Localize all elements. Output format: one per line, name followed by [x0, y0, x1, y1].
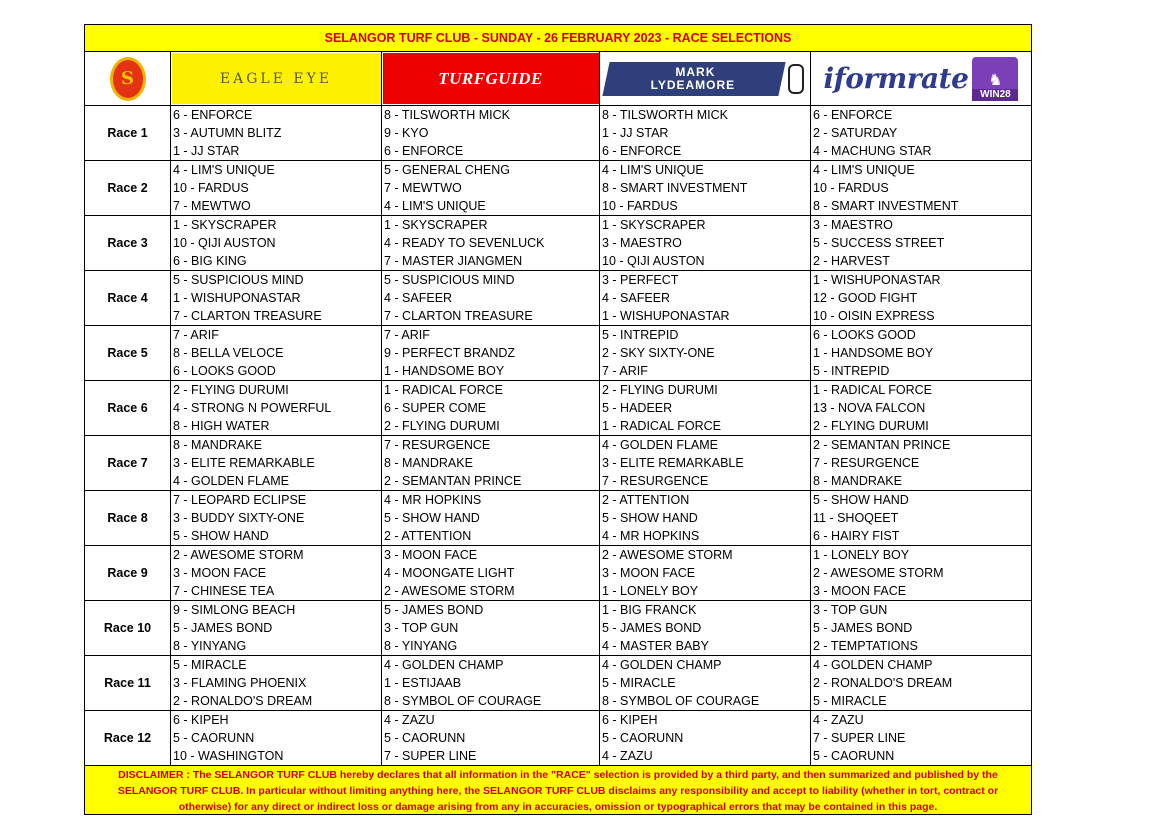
selection-pick: 2 - AWESOME STORM: [813, 566, 944, 580]
selection-pick: 5 - SUSPICIOUS MIND: [173, 273, 304, 287]
selection-pick: 1 - ESTIJAAB: [384, 676, 462, 690]
turfguide-selections: [382, 546, 600, 600]
selection-pick: 4 - MACHUNG STAR: [813, 144, 932, 158]
selection-pick: 6 - ENFORCE: [602, 144, 682, 158]
selection-pick: 4 - SAFEER: [384, 291, 453, 305]
selection-pick: 4 - LIM'S UNIQUE: [602, 163, 704, 177]
iformrate-selections: [811, 546, 1031, 600]
selection-pick: 2 - RONALDO'S DREAM: [813, 676, 953, 690]
selection-pick: 6 - LOOKS GOOD: [173, 364, 276, 378]
race-name: Race 8: [85, 491, 171, 545]
turfguide-selections: [382, 271, 600, 325]
selection-pick: 4 - LIM'S UNIQUE: [384, 199, 486, 213]
selection-pick: 8 - MANDRAKE: [384, 456, 473, 470]
selection-pick: 8 - TILSWORTH MICK: [384, 108, 510, 122]
selection-pick: 10 - FARDUS: [813, 181, 889, 195]
selection-pick: 6 - HAIRY FIST: [813, 529, 900, 543]
selection-pick: 3 - TOP GUN: [813, 603, 888, 617]
selection-pick: 6 - ENFORCE: [813, 108, 893, 122]
mark-logo-line1: MARK: [675, 64, 716, 79]
selection-pick: 4 - MR HOPKINS: [602, 529, 700, 543]
selection-pick: 3 - FLAMING PHOENIX: [173, 676, 307, 690]
selection-pick: 8 - TILSWORTH MICK: [602, 108, 728, 122]
selection-pick: 8 - SMART INVESTMENT: [602, 181, 748, 195]
selection-pick: 1 - LONELY BOY: [813, 548, 910, 562]
tipster-logo-row: [85, 52, 1031, 106]
race-name: Race 11: [85, 656, 171, 710]
selection-pick: 5 - MIRACLE: [602, 676, 676, 690]
selection-pick: 1 - RADICAL FORCE: [813, 383, 933, 397]
selection-pick: 5 - CAORUNN: [813, 749, 895, 763]
selection-pick: 5 - SHOW HAND: [384, 511, 480, 525]
selection-pick: 10 - QIJI AUSTON: [602, 254, 705, 268]
selection-pick: 2 - FLYING DURUMI: [602, 383, 718, 397]
selection-pick: 9 - KYO: [384, 126, 429, 140]
selection-pick: 1 - JJ STAR: [173, 144, 240, 158]
selection-pick: 7 - RESURGENCE: [384, 438, 491, 452]
iformrate-logo-text: iformrate: [823, 62, 969, 95]
selection-pick: 5 - GENERAL CHENG: [384, 163, 510, 177]
selection-pick: 3 - PERFECT: [602, 273, 679, 287]
selection-pick: 3 - AUTUMN BLITZ: [173, 126, 282, 140]
selection-pick: 2 - SEMANTAN PRINCE: [384, 474, 522, 488]
selection-pick: 8 - SYMBOL OF COURAGE: [384, 694, 542, 708]
turfguide-selections: [382, 656, 600, 710]
turfguide-selections: [382, 326, 600, 380]
selection-pick: 5 - SHOW HAND: [813, 493, 909, 507]
selection-pick: 7 - RESURGENCE: [813, 456, 920, 470]
selection-pick: 9 - SIMLONG BEACH: [173, 603, 296, 617]
turfguide-selections: [382, 161, 600, 215]
selection-pick: 4 - ZAZU: [813, 713, 864, 727]
selection-pick: 5 - INTREPID: [602, 328, 679, 342]
selection-pick: 1 - SKYSCRAPER: [384, 218, 488, 232]
selection-pick: 3 - MOON FACE: [384, 548, 478, 562]
race-name: Race 4: [85, 271, 171, 325]
selection-pick: 8 - SMART INVESTMENT: [813, 199, 959, 213]
selection-pick: 2 - SEMANTAN PRINCE: [813, 438, 951, 452]
mark-lydeamore-selections: [600, 436, 811, 490]
selection-pick: 1 - HANDSOME BOY: [384, 364, 505, 378]
selection-pick: 6 - SUPER COME: [384, 401, 487, 415]
selection-pick: 1 - JJ STAR: [602, 126, 669, 140]
selection-pick: 2 - FLYING DURUMI: [384, 419, 500, 433]
selection-pick: 1 - LONELY BOY: [602, 584, 699, 598]
mark-lydeamore-selections: [600, 271, 811, 325]
selection-pick: 2 - AWESOME STORM: [384, 584, 515, 598]
eagle-eye-selections: [171, 546, 382, 600]
selection-pick: 13 - NOVA FALCON: [813, 401, 926, 415]
iformrate-selections: [811, 711, 1031, 765]
mark-lydeamore-selections: [600, 161, 811, 215]
iformrate-selections: [811, 491, 1031, 545]
selection-pick: 7 - MEWTWO: [384, 181, 462, 195]
eagle-eye-selections: [171, 271, 382, 325]
turfguide-logo-text: TURFGUIDE: [438, 68, 543, 88]
selection-pick: 2 - FLYING DURUMI: [173, 383, 289, 397]
selection-pick: 8 - MANDRAKE: [173, 438, 262, 452]
selection-pick: 5 - SHOW HAND: [173, 529, 269, 543]
selection-pick: 4 - READY TO SEVENLUCK: [384, 236, 545, 250]
selection-pick: 4 - GOLDEN FLAME: [173, 474, 289, 488]
iformrate-selections: [811, 271, 1031, 325]
selection-pick: 4 - GOLDEN CHAMP: [602, 658, 722, 672]
selection-pick: 10 - OISIN EXPRESS: [813, 309, 935, 323]
turfguide-selections: [382, 106, 600, 160]
selection-pick: 1 - BIG FRANCK: [602, 603, 697, 617]
selection-pick: 8 - BELLA VELOCE: [173, 346, 284, 360]
selection-pick: 7 - CHINESE TEA: [173, 584, 275, 598]
selection-pick: 4 - MOONGATE LIGHT: [384, 566, 515, 580]
selection-pick: 7 - ARIF: [384, 328, 430, 342]
selection-pick: 5 - CAORUNN: [602, 731, 684, 745]
selection-pick: 5 - JAMES BOND: [813, 621, 913, 635]
selection-pick: 9 - PERFECT BRANDZ: [384, 346, 516, 360]
race-row: [85, 546, 1031, 601]
selection-pick: 1 - HANDSOME BOY: [813, 346, 934, 360]
selection-pick: 3 - ELITE REMARKABLE: [173, 456, 315, 470]
race-row: [85, 656, 1031, 711]
selection-pick: 5 - INTREPID: [813, 364, 890, 378]
iformrate-selections: [811, 106, 1031, 160]
mark-logo-line2: LYDEAMORE: [650, 77, 735, 92]
turfguide-selections: [382, 381, 600, 435]
selection-pick: 1 - RADICAL FORCE: [602, 419, 722, 433]
race-row: [85, 711, 1031, 766]
race-table-body: [85, 106, 1031, 766]
selection-pick: 7 - SUPER LINE: [384, 749, 477, 763]
selection-pick: 7 - CLARTON TREASURE: [173, 309, 322, 323]
race-row: [85, 106, 1031, 161]
selection-pick: 6 - BIG KING: [173, 254, 247, 268]
selection-pick: 1 - WISHUPONASTAR: [813, 273, 941, 287]
eagle-eye-selections: [171, 326, 382, 380]
selection-pick: 3 - MAESTRO: [602, 236, 682, 250]
iformrate-logo: [824, 57, 1019, 101]
iformrate-selections: [811, 601, 1031, 655]
selection-pick: 7 - RESURGENCE: [602, 474, 709, 488]
selection-pick: 7 - MASTER JIANGMEN: [384, 254, 523, 268]
race-row: [85, 436, 1031, 491]
selection-pick: 4 - GOLDEN FLAME: [602, 438, 718, 452]
selection-pick: 6 - LOOKS GOOD: [813, 328, 916, 342]
stc-logo: [110, 57, 146, 101]
selection-pick: 7 - MEWTWO: [173, 199, 251, 213]
selection-pick: 5 - HADEER: [602, 401, 673, 415]
selection-pick: 2 - ATTENTION: [602, 493, 690, 507]
mark-lydeamore-selections: [600, 711, 811, 765]
selection-pick: 2 - ATTENTION: [384, 529, 472, 543]
eagle-eye-selections: [171, 381, 382, 435]
selection-pick: 11 - SHOQEET: [813, 511, 899, 525]
selection-pick: 2 - FLYING DURUMI: [813, 419, 929, 433]
turfguide-selections: [382, 711, 600, 765]
race-row: [85, 216, 1031, 271]
turfguide-selections: [382, 491, 600, 545]
selection-pick: 3 - MOON FACE: [813, 584, 907, 598]
selection-pick: 4 - GOLDEN CHAMP: [384, 658, 504, 672]
selection-pick: 1 - SKYSCRAPER: [173, 218, 277, 232]
selection-pick: 3 - MOON FACE: [173, 566, 267, 580]
eagle-eye-selections: [171, 436, 382, 490]
selection-pick: 8 - HIGH WATER: [173, 419, 270, 433]
selection-pick: 2 - SKY SIXTY-ONE: [602, 346, 715, 360]
sheet-title: SELANGOR TURF CLUB - SUNDAY - 26 FEBRUARY 2023 - RACE SELECTIONS: [85, 25, 1031, 52]
selection-pick: 5 - SUSPICIOUS MIND: [384, 273, 515, 287]
selection-pick: 3 - TOP GUN: [384, 621, 459, 635]
selection-pick: 7 - CLARTON TREASURE: [384, 309, 533, 323]
horse-icon: ♞: [988, 71, 1003, 89]
selection-pick: 2 - RONALDO'S DREAM: [173, 694, 313, 708]
stc-logo-cell: [85, 52, 171, 105]
stc-logo-letter: S: [121, 68, 134, 89]
race-name: Race 7: [85, 436, 171, 490]
selection-pick: 7 - ARIF: [602, 364, 648, 378]
microphone-icon: [788, 64, 804, 94]
mark-lydeamore-logo: [602, 62, 785, 96]
selection-pick: 4 - MASTER BABY: [602, 639, 709, 653]
selection-pick: 10 - QIJI AUSTON: [173, 236, 276, 250]
selection-pick: 4 - ZAZU: [602, 749, 653, 763]
selection-pick: 5 - CAORUNN: [173, 731, 255, 745]
selection-pick: 6 - KIPEH: [173, 713, 229, 727]
selection-pick: 1 - SKYSCRAPER: [602, 218, 706, 232]
selection-pick: 5 - SHOW HAND: [602, 511, 698, 525]
selection-pick: 1 - WISHUPONASTAR: [173, 291, 301, 305]
selection-pick: 5 - MIRACLE: [173, 658, 247, 672]
selection-pick: 10 - FARDUS: [173, 181, 249, 195]
mark-lydeamore-selections: [600, 326, 811, 380]
selection-pick: 5 - SUCCESS STREET: [813, 236, 945, 250]
selection-pick: 5 - CAORUNN: [384, 731, 466, 745]
selection-pick: 8 - YINYANG: [173, 639, 247, 653]
race-row: [85, 326, 1031, 381]
iformrate-logo-cell: [811, 52, 1031, 105]
selection-pick: 1 - WISHUPONASTAR: [602, 309, 730, 323]
selection-pick: 4 - LIM'S UNIQUE: [173, 163, 275, 177]
turfguide-selections: [382, 436, 600, 490]
eagle-eye-selections: [171, 711, 382, 765]
mark-lydeamore-selections: [600, 656, 811, 710]
race-name: Race 2: [85, 161, 171, 215]
selection-pick: 2 - AWESOME STORM: [602, 548, 733, 562]
race-name: Race 5: [85, 326, 171, 380]
eagle-eye-selections: [171, 601, 382, 655]
selection-pick: 5 - JAMES BOND: [173, 621, 273, 635]
selection-pick: 7 - ARIF: [173, 328, 219, 342]
selection-pick: 1 - RADICAL FORCE: [384, 383, 504, 397]
selection-pick: 2 - AWESOME STORM: [173, 548, 304, 562]
selection-pick: 6 - ENFORCE: [173, 108, 253, 122]
selection-pick: 7 - LEOPARD ECLIPSE: [173, 493, 307, 507]
race-row: [85, 161, 1031, 216]
selection-pick: 4 - LIM'S UNIQUE: [813, 163, 915, 177]
race-name: Race 9: [85, 546, 171, 600]
mark-lydeamore-selections: [600, 546, 811, 600]
selection-pick: 10 - FARDUS: [602, 199, 678, 213]
race-name: Race 10: [85, 601, 171, 655]
mark-lydeamore-logo-cell: [600, 52, 811, 105]
iformrate-selections: [811, 326, 1031, 380]
iformrate-selections: [811, 216, 1031, 270]
eagle-eye-selections: [171, 656, 382, 710]
selection-pick: 5 - JAMES BOND: [602, 621, 702, 635]
selection-pick: 4 - SAFEER: [602, 291, 671, 305]
selection-pick: 2 - HARVEST: [813, 254, 890, 268]
race-row: [85, 601, 1031, 656]
iformrate-selections: [811, 656, 1031, 710]
mark-lydeamore-selections: [600, 381, 811, 435]
mark-lydeamore-selections: [600, 491, 811, 545]
iformrate-selections: [811, 381, 1031, 435]
race-row: [85, 271, 1031, 326]
iformrate-selections: [811, 161, 1031, 215]
selection-pick: 3 - ELITE REMARKABLE: [602, 456, 744, 470]
iformrate-selections: [811, 436, 1031, 490]
mark-lydeamore-selections: [600, 106, 811, 160]
selection-pick: 4 - MR HOPKINS: [384, 493, 482, 507]
eagle-eye-logo-text: EAGLE EYE: [219, 70, 333, 87]
eagle-eye-selections: [171, 161, 382, 215]
selection-pick: 7 - SUPER LINE: [813, 731, 906, 745]
selection-pick: 4 - STRONG N POWERFUL: [173, 401, 332, 415]
selection-pick: 8 - YINYANG: [384, 639, 458, 653]
eagle-eye-selections: [171, 216, 382, 270]
win28-logo: [972, 57, 1018, 101]
race-name: Race 1: [85, 106, 171, 160]
race-selections-sheet: [84, 24, 1032, 815]
selection-pick: 6 - KIPEH: [602, 713, 658, 727]
eagle-eye-logo-cell: [171, 52, 382, 105]
disclaimer: DISCLAIMER : The SELANGOR TURF CLUB hereby declares that all information in the "RACE" selection is provided by a third party, and then summarized and published by the SELANGOR TURF CLUB. In particular without limiting anything here, the SELANGOR TURF CLUB disclaims any responsibility and accept to liability (whether in tort, contract or otherwise) for any direct or indirect loss or damage arising from any in accuracies, omission or typographical errors that may be contained in this page.: [85, 766, 1031, 814]
mark-lydeamore-selections: [600, 601, 811, 655]
race-row: [85, 381, 1031, 436]
selection-pick: 8 - SYMBOL OF COURAGE: [602, 694, 760, 708]
selection-pick: 4 - GOLDEN CHAMP: [813, 658, 933, 672]
selection-pick: 4 - ZAZU: [384, 713, 435, 727]
race-name: Race 3: [85, 216, 171, 270]
race-name: Race 6: [85, 381, 171, 435]
mark-lydeamore-selections: [600, 216, 811, 270]
selection-pick: 3 - MOON FACE: [602, 566, 696, 580]
selection-pick: 10 - WASHINGTON: [173, 749, 284, 763]
turfguide-selections: [382, 601, 600, 655]
selection-pick: 12 - GOOD FIGHT: [813, 291, 918, 305]
win28-logo-text: WIN28: [972, 89, 1018, 101]
eagle-eye-selections: [171, 491, 382, 545]
selection-pick: 2 - TEMPTATIONS: [813, 639, 918, 653]
turfguide-selections: [382, 216, 600, 270]
selection-pick: 3 - BUDDY SIXTY-ONE: [173, 511, 305, 525]
selection-pick: 8 - MANDRAKE: [813, 474, 902, 488]
selection-pick: 5 - JAMES BOND: [384, 603, 484, 617]
eagle-eye-selections: [171, 106, 382, 160]
selection-pick: 2 - SATURDAY: [813, 126, 898, 140]
selection-pick: 3 - MAESTRO: [813, 218, 893, 232]
race-name: Race 12: [85, 711, 171, 765]
turfguide-logo: [383, 53, 599, 104]
eagle-eye-logo: [172, 53, 381, 104]
selection-pick: 6 - ENFORCE: [384, 144, 464, 158]
selection-pick: 5 - MIRACLE: [813, 694, 887, 708]
turfguide-logo-cell: [382, 52, 600, 105]
race-row: [85, 491, 1031, 546]
